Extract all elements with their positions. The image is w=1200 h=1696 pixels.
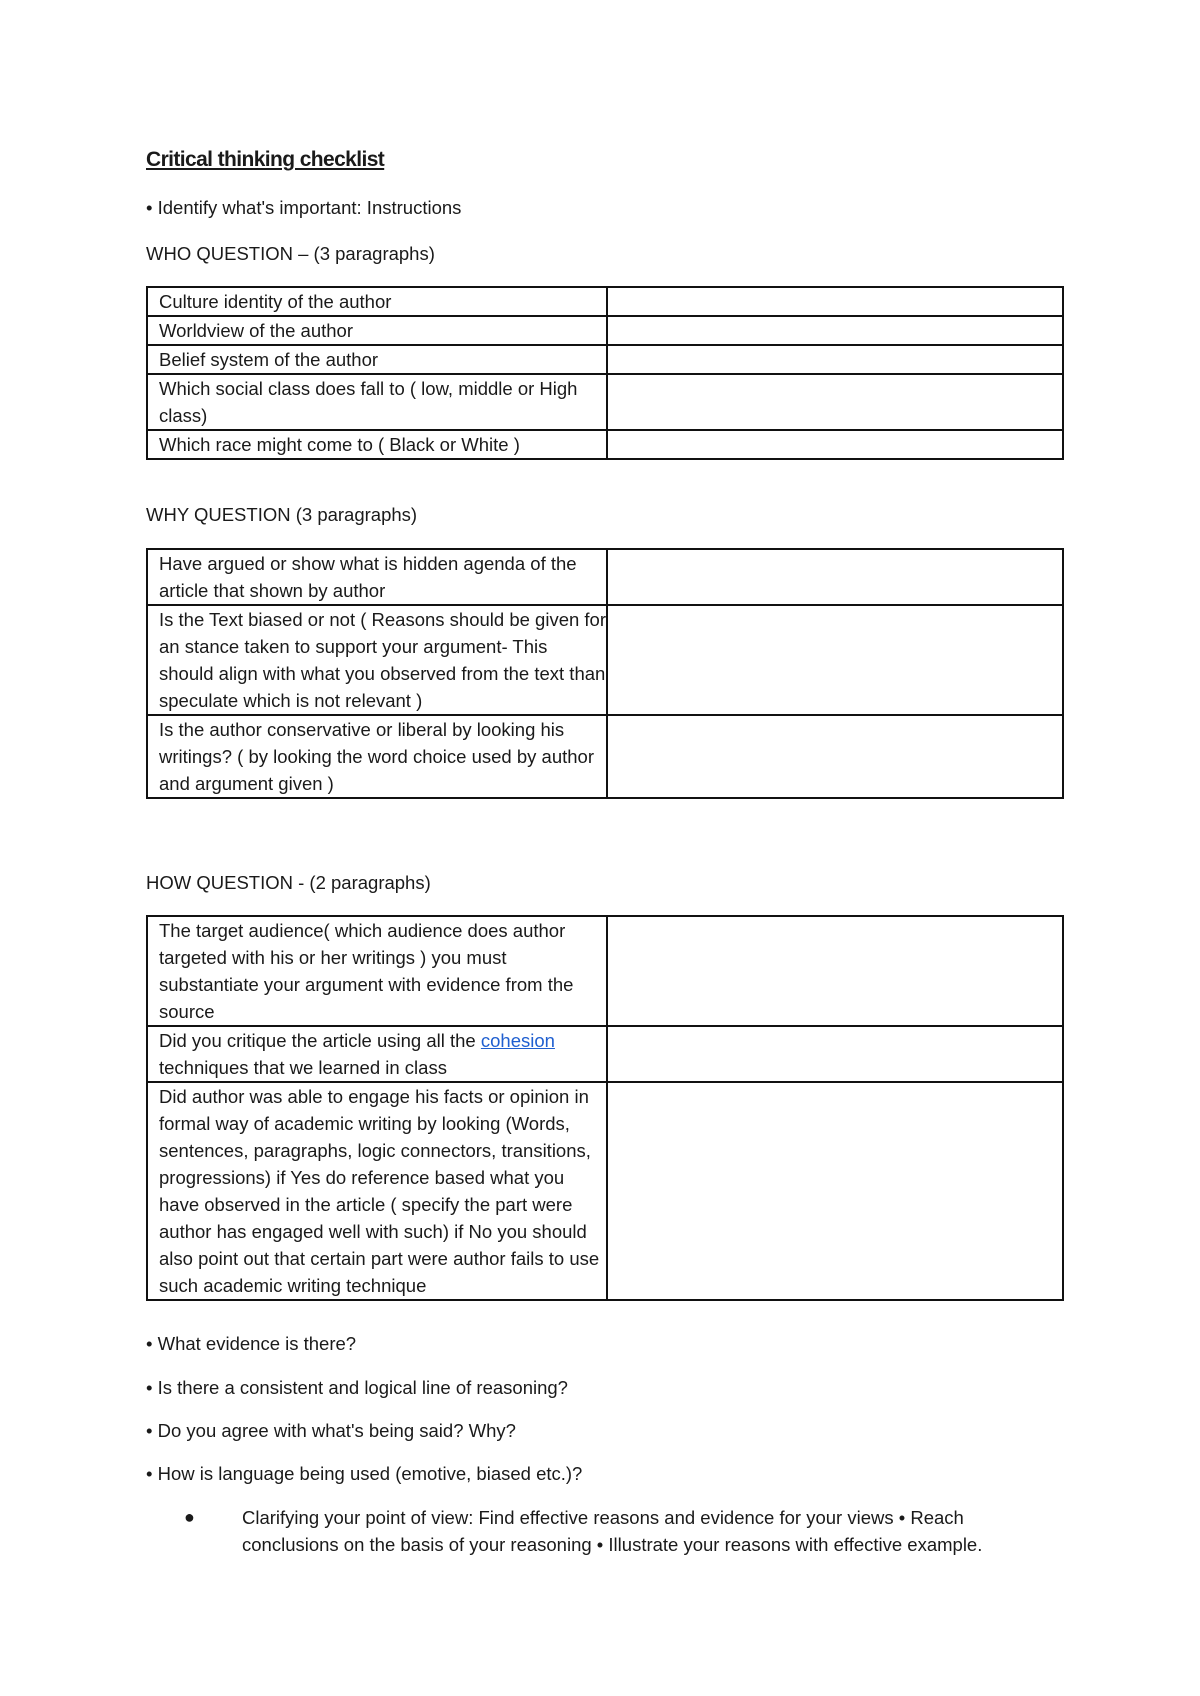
check-item: • Is there a consistent and logical line of reasoning?: [146, 1377, 568, 1398]
answer-cell[interactable]: [607, 374, 1063, 430]
question-cell: Belief system of the author: [147, 345, 607, 374]
question-cell: Which race might come to ( Black or White ): [147, 430, 607, 459]
question-cell: Worldview of the author: [147, 316, 607, 345]
question-cell: Have argued or show what is hidden agenda of the article that shown by author: [147, 549, 607, 605]
table-row: [147, 374, 1063, 430]
question-cell: Is the Text biased or not ( Reasons should be given for an stance taken to support your argument- This should align with what you observed from the text than speculate which is not relevant ): [147, 605, 607, 715]
answer-cell[interactable]: [607, 1082, 1063, 1300]
table-row: [147, 1082, 1063, 1300]
how-table: [146, 915, 1064, 1301]
question-cell: Culture identity of the author: [147, 287, 607, 316]
answer-cell[interactable]: [607, 345, 1063, 374]
table-row: [147, 316, 1063, 345]
check-item: • What evidence is there?: [146, 1333, 357, 1354]
how-heading: HOW QUESTION - (2 paragraphs): [146, 872, 431, 893]
answer-cell[interactable]: [607, 549, 1063, 605]
table-row: [147, 605, 1063, 715]
answer-cell[interactable]: [607, 715, 1063, 798]
final-bullet-text: Clarifying your point of view: Find effective reasons and evidence for your views • Reach conclusions on the basis of your reasoning • Illustrate your reasons with effective example.: [242, 1507, 983, 1555]
table-row: [147, 715, 1063, 798]
check-item: • How is language being used (emotive, biased etc.)?: [146, 1463, 583, 1484]
table-row: [147, 287, 1063, 316]
document-title: Critical thinking checklist: [146, 148, 385, 171]
why-table: [146, 548, 1064, 799]
answer-cell[interactable]: [607, 605, 1063, 715]
table-row: [147, 916, 1063, 1026]
question-cell: Did author was able to engage his facts or opinion in formal way of academic writing by looking (Words, sentences, paragraphs, logic connectors, transitions, progressions) if Yes do reference based what you have observed in the article ( specify the part were author has engaged well with such) if No you should also point out that certain part were author fails to use such academic writing technique: [147, 1082, 607, 1300]
question-text: Did you critique the article using all the: [159, 1030, 481, 1051]
answer-cell[interactable]: [607, 430, 1063, 459]
answer-cell[interactable]: [607, 287, 1063, 316]
table-row: [147, 549, 1063, 605]
table-row: [147, 1026, 1063, 1082]
who-table: [146, 286, 1064, 460]
answer-cell[interactable]: [607, 316, 1063, 345]
question-text: techniques that we learned in class: [159, 1057, 447, 1078]
check-item: • Do you agree with what's being said? Why?: [146, 1420, 516, 1441]
question-cell: [147, 1026, 607, 1082]
question-cell: Is the author conservative or liberal by looking his writings? ( by looking the word choice used by author and argument given ): [147, 715, 607, 798]
question-cell: The target audience( which audience does author targeted with his or her writings ) you must substantiate your argument with evidence from the source: [147, 916, 607, 1026]
intro-line: • Identify what's important: Instructions: [146, 197, 462, 218]
table-row: [147, 430, 1063, 459]
why-heading: WHY QUESTION (3 paragraphs): [146, 504, 418, 525]
answer-cell[interactable]: [607, 916, 1063, 1026]
who-heading: WHO QUESTION – (3 paragraphs): [146, 243, 435, 264]
answer-cell[interactable]: [607, 1026, 1063, 1082]
cohesion-link[interactable]: cohesion: [480, 1030, 555, 1051]
table-row: [147, 345, 1063, 374]
question-cell: Which social class does fall to ( low, middle or High class): [147, 374, 607, 430]
bullet-icon: ●: [184, 1507, 195, 1527]
